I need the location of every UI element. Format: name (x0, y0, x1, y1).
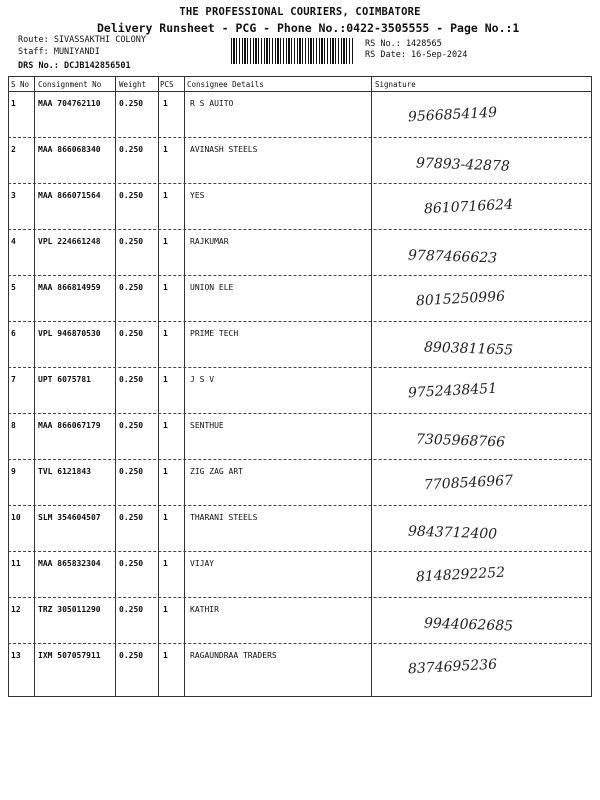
table-row (8, 551, 592, 597)
runsheet-table (8, 76, 592, 696)
row-weight: 0.250 (119, 145, 144, 154)
table-row (8, 321, 592, 367)
row-consignment-no: TVL 6121843 (38, 467, 91, 476)
row-pcs: 1 (163, 559, 168, 568)
row-pcs: 1 (163, 191, 168, 200)
row-weight: 0.250 (119, 283, 144, 292)
row-consignment-no: MAA 866814959 (38, 283, 101, 292)
row-sno: 7 (11, 375, 16, 384)
row-sno: 11 (11, 559, 21, 568)
col-header-consignment: Consignment No (38, 80, 102, 89)
row-pcs: 1 (163, 467, 168, 476)
table-row (8, 91, 592, 137)
row-consignee: SENTHUE (190, 421, 224, 430)
row-consignment-no: MAA 704762110 (38, 99, 101, 108)
col-header-sno: S No (11, 80, 30, 89)
row-consignment-no: IXM 507057911 (38, 651, 101, 660)
row-weight: 0.250 (119, 191, 144, 200)
row-weight: 0.250 (119, 329, 144, 338)
row-consignee: R S AUITO (190, 99, 234, 108)
col-header-pcs: PCS (160, 80, 174, 89)
row-pcs: 1 (163, 421, 168, 430)
runsheet-subtitle: Delivery Runsheet - PCG - Phone No.:0422-3505555 - Page No.:1 (97, 21, 520, 35)
row-consignee: KATHIR (190, 605, 219, 614)
handwritten-signature: 8903811655 (423, 339, 514, 359)
row-consignment-no: VPL 224661248 (38, 237, 101, 246)
rs-date: RS Date: 16-Sep-2024 (365, 50, 468, 60)
row-consignment-no: MAA 866071564 (38, 191, 101, 200)
row-sno: 1 (11, 99, 16, 108)
handwritten-signature: 9566854149 (407, 104, 498, 126)
row-consignee: RAJKUMAR (190, 237, 229, 246)
table-row (8, 137, 592, 183)
table-row (8, 597, 592, 643)
handwritten-signature: 8610716624 (423, 196, 514, 218)
row-consignment-no: MAA 865832304 (38, 559, 101, 568)
handwritten-signature: 9944062685 (423, 615, 514, 635)
row-consignee: J S V (190, 375, 215, 384)
row-consignment-no: UPT 6075781 (38, 375, 91, 384)
col-header-consignee: Consignee Details (187, 80, 264, 89)
row-pcs: 1 (163, 329, 168, 338)
handwritten-signature: 8374695236 (407, 656, 498, 678)
row-sno: 12 (11, 605, 21, 614)
staff-label: Staff: MUNIYANDI (18, 47, 100, 57)
col-header-signature: Signature (375, 80, 416, 89)
drs-label: DRS No.: DCJB142856501 (18, 61, 131, 71)
row-consignee: YES (190, 191, 205, 200)
row-weight: 0.250 (119, 421, 144, 430)
row-consignee: VIJAY (190, 559, 215, 568)
row-consignee: AVINASH STEELS (190, 145, 258, 154)
row-weight: 0.250 (119, 99, 144, 108)
row-pcs: 1 (163, 513, 168, 522)
row-sno: 3 (11, 191, 16, 200)
route-label: Route: SIVASSAKTHI COLONY (18, 35, 146, 45)
handwritten-signature: 8015250996 (415, 288, 506, 310)
handwritten-signature: 9843712400 (407, 523, 498, 543)
row-consignee: UNION ELE (190, 283, 234, 292)
row-pcs: 1 (163, 99, 168, 108)
row-consignee: ZIG ZAG ART (190, 467, 243, 476)
row-pcs: 1 (163, 237, 168, 246)
col-header-weight: Weight (119, 80, 147, 89)
row-pcs: 1 (163, 375, 168, 384)
row-weight: 0.250 (119, 651, 144, 660)
row-sno: 6 (11, 329, 16, 338)
row-consignee: RAGAUNDRAA TRADERS (190, 651, 277, 660)
barcode (231, 38, 353, 64)
row-sno: 2 (11, 145, 16, 154)
row-consignee: THARANI STEELS (190, 513, 258, 522)
row-pcs: 1 (163, 283, 168, 292)
handwritten-signature: 97893-42878 (415, 155, 511, 175)
row-pcs: 1 (163, 605, 168, 614)
row-weight: 0.250 (119, 559, 144, 568)
row-consignment-no: TRZ 305011290 (38, 605, 101, 614)
row-consignee: PRIME TECH (190, 329, 239, 338)
row-sno: 9 (11, 467, 16, 476)
handwritten-signature: 8148292252 (415, 564, 506, 586)
table-row (8, 505, 592, 551)
table-row (8, 413, 592, 459)
handwritten-signature: 9787466623 (407, 247, 498, 267)
row-weight: 0.250 (119, 513, 144, 522)
row-consignment-no: VPL 946870530 (38, 329, 101, 338)
handwritten-signature: 7305968766 (415, 431, 506, 451)
table-row (8, 459, 592, 505)
row-sno: 5 (11, 283, 16, 292)
row-consignment-no: SLM 354604507 (38, 513, 101, 522)
row-weight: 0.250 (119, 467, 144, 476)
row-pcs: 1 (163, 651, 168, 660)
table-row (8, 183, 592, 229)
row-sno: 4 (11, 237, 16, 246)
row-weight: 0.250 (119, 605, 144, 614)
row-weight: 0.250 (119, 375, 144, 384)
table-row (8, 275, 592, 321)
row-consignment-no: MAA 866067179 (38, 421, 101, 430)
handwritten-signature: 9752438451 (407, 380, 498, 402)
table-row (8, 229, 592, 275)
row-sno: 8 (11, 421, 16, 430)
row-pcs: 1 (163, 145, 168, 154)
company-title: THE PROFESSIONAL COURIERS, COIMBATORE (179, 6, 421, 18)
row-sno: 10 (11, 513, 21, 522)
handwritten-signature: 7708546967 (423, 472, 514, 494)
rs-number: RS No.: 1428565 (365, 39, 442, 49)
table-row (8, 367, 592, 413)
row-sno: 13 (11, 651, 21, 660)
row-weight: 0.250 (119, 237, 144, 246)
table-row (8, 643, 592, 689)
row-consignment-no: MAA 866068340 (38, 145, 101, 154)
